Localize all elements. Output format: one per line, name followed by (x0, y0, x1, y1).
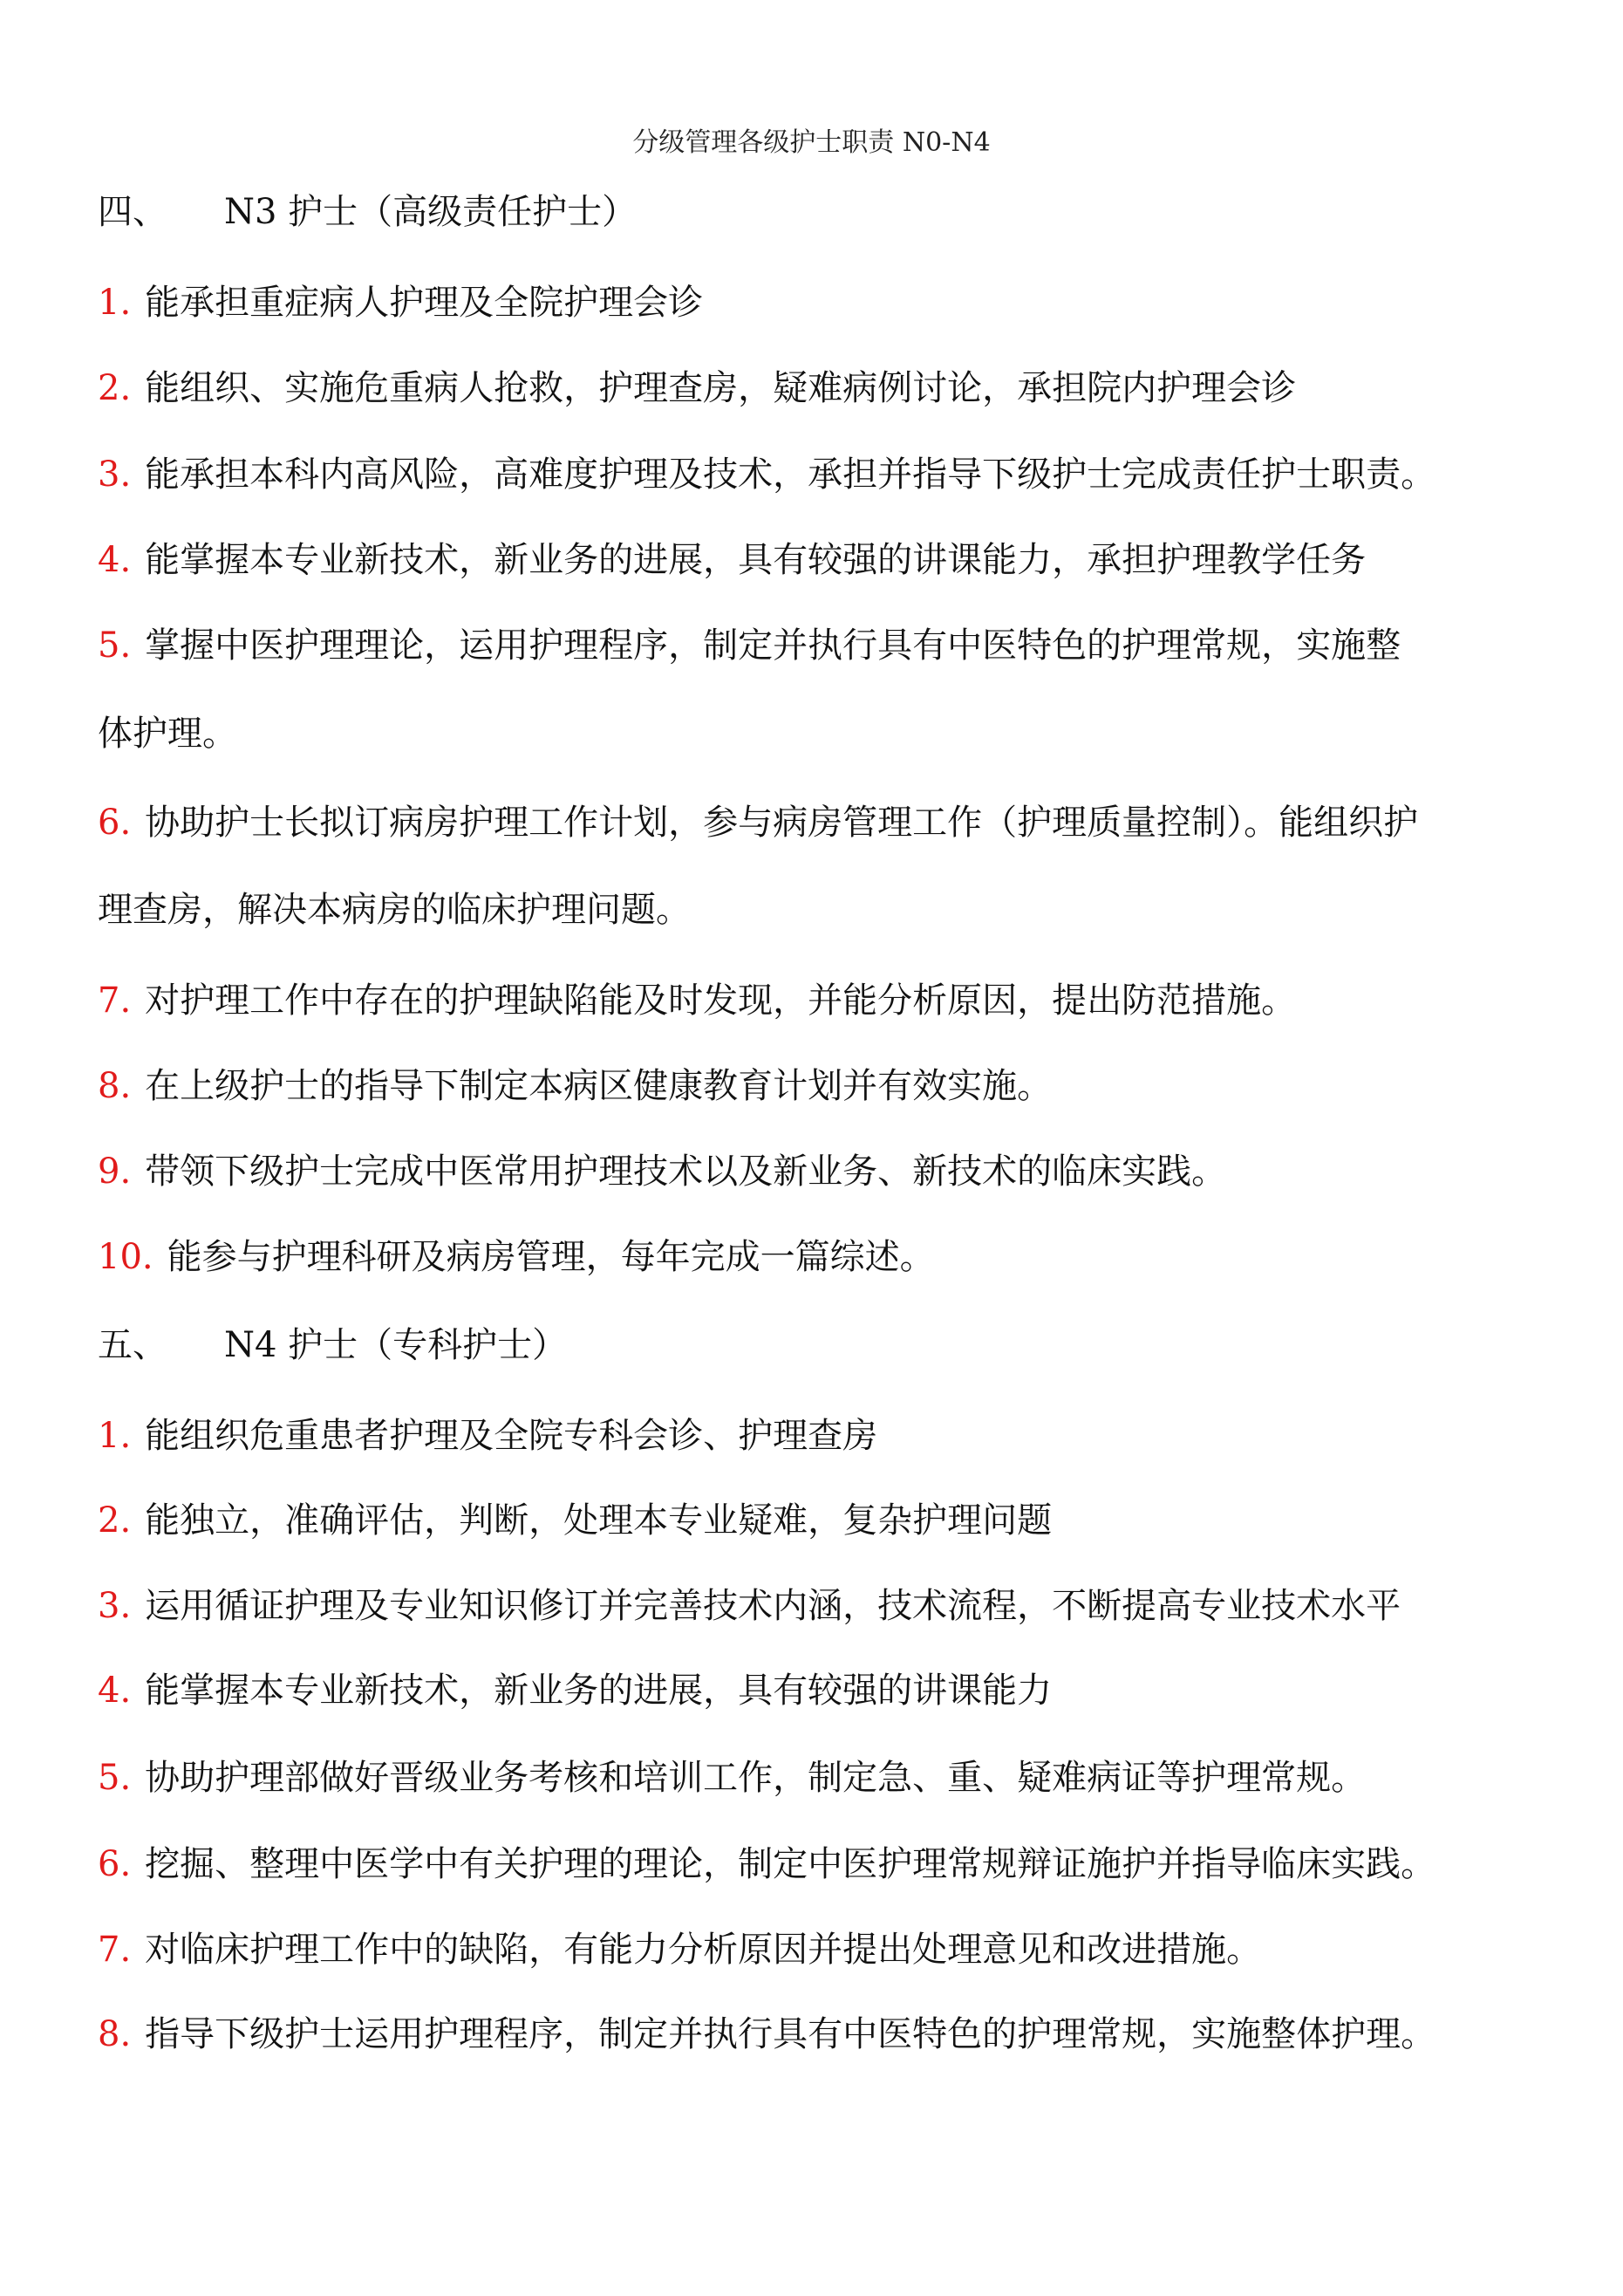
section-title: N3 护士（高级责任护士） (224, 192, 638, 232)
item-text: 能组织、实施危重病人抢救，护理查房，疑难病例讨论，承担院内护理会诊 (145, 368, 1297, 408)
item-number: 2. (98, 368, 132, 408)
item-number: 2. (98, 1500, 132, 1541)
item-number: 6. (98, 1844, 132, 1884)
document-title: 分级管理各级护士职责 N0-N4 (632, 127, 991, 158)
list-item (98, 1066, 1053, 1106)
list-item (98, 283, 704, 323)
item-text: 能掌握本专业新技术，新业务的进展，具有较强的讲课能力，承担护理教学任务 (145, 540, 1367, 580)
item-number: 1. (98, 1416, 132, 1456)
item-text: 对护理工作中存在的护理缺陷能及时发现，并能分析原因，提出防范措施。 (145, 981, 1297, 1021)
list-item (98, 368, 1297, 408)
item-text: 能独立，准确评估，判断，处理本专业疑难，复杂护理问题 (145, 1500, 1053, 1541)
list-item (98, 540, 1367, 580)
item-text: 能掌握本专业新技术，新业务的进展，具有较强的讲课能力 (145, 1671, 1053, 1711)
item-text: 能承担本科内高风险，高难度护理及技术，承担并指导下级护士完成责任护士职责。 (145, 454, 1436, 495)
item-number: 1. (98, 283, 132, 323)
item-text: 指导下级护士运用护理程序，制定并执行具有中医特色的护理常规，实施整体护理。 (145, 2014, 1436, 2054)
item-number: 10. (98, 1237, 153, 1277)
list-item-continuation: 理查房，解决本病房的临床护理问题。 (98, 890, 691, 930)
item-text: 能承担重症病人护理及全院护理会诊 (145, 283, 704, 323)
item-text: 协助护士长拟订病房护理工作计划，参与病房管理工作（护理质量控制）。能组织护 (145, 803, 1419, 843)
item-text: 带领下级护士完成中医常用护理技术以及新业务、新技术的临床实践。 (145, 1151, 1227, 1192)
item-number: 4. (98, 1671, 132, 1711)
section-title: N4 护士（专科护士） (224, 1325, 568, 1365)
item-number: 3. (98, 454, 132, 495)
item-text: 能参与护理科研及病房管理，每年完成一篇综述。 (167, 1237, 935, 1277)
list-item (98, 1151, 1227, 1192)
item-number: 4. (98, 540, 132, 580)
list-item (98, 981, 1297, 1021)
item-number: 5. (98, 1758, 132, 1798)
section-heading-5 (98, 1325, 568, 1365)
list-item (98, 1237, 935, 1277)
item-number: 9. (98, 1151, 132, 1192)
item-number: 8. (98, 1066, 132, 1106)
list-item (98, 2014, 1436, 2054)
list-item (98, 625, 1401, 666)
item-number: 7. (98, 981, 132, 1021)
list-item (98, 1844, 1436, 1884)
list-item (98, 1500, 1053, 1541)
item-number: 3. (98, 1586, 132, 1626)
item-text: 协助护理部做好晋级业务考核和培训工作，制定急、重、疑难病证等护理常规。 (145, 1758, 1367, 1798)
item-text: 对临床护理工作中的缺陷，有能力分析原因并提出处理意见和改进措施。 (145, 1930, 1262, 1970)
item-text: 能组织危重患者护理及全院专科会诊、护理查房 (145, 1416, 878, 1456)
item-number: 5. (98, 625, 132, 666)
section-number: 四、 (98, 192, 167, 232)
list-item (98, 1671, 1053, 1711)
item-text: 在上级护士的指导下制定本病区健康教育计划并有效实施。 (145, 1066, 1053, 1106)
item-text: 挖掘、整理中医学中有关护理的理论，制定中医护理常规辩证施护并指导临床实践。 (145, 1844, 1436, 1884)
item-text: 运用循证护理及专业知识修订并完善技术内涵，技术流程，不断提高专业技术水平 (145, 1586, 1401, 1626)
item-number: 8. (98, 2014, 132, 2054)
section-number: 五、 (98, 1325, 167, 1365)
list-item (98, 454, 1436, 495)
item-number: 6. (98, 803, 132, 843)
list-item (98, 1930, 1262, 1970)
list-item (98, 803, 1419, 843)
item-text: 掌握中医护理理论，运用护理程序，制定并执行具有中医特色的护理常规，实施整 (145, 625, 1401, 666)
list-item-continuation: 体护理。 (98, 714, 237, 754)
list-item (98, 1416, 878, 1456)
item-number: 7. (98, 1930, 132, 1970)
list-item (98, 1758, 1367, 1798)
list-item (98, 1586, 1401, 1626)
section-heading-4 (98, 192, 638, 232)
